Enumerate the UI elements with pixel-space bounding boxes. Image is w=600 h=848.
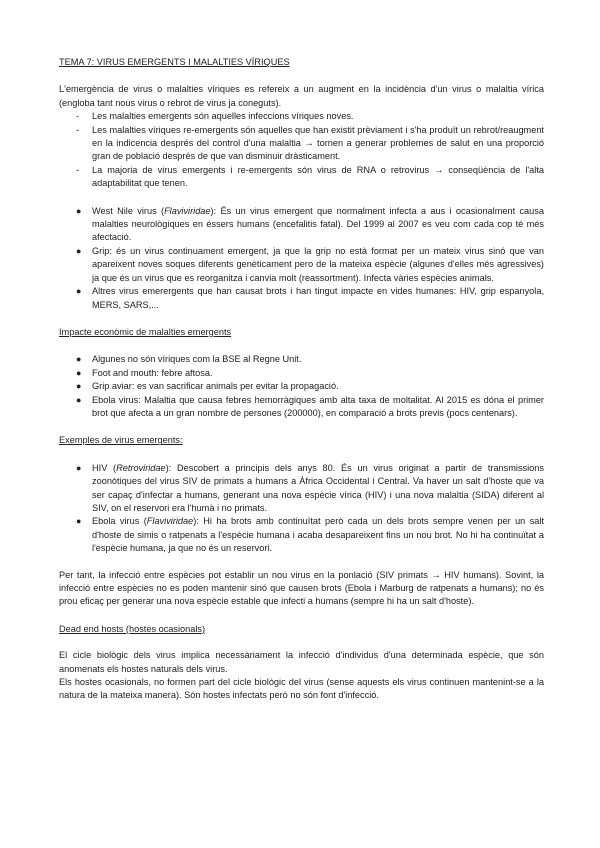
exemples-bullet-list <box>59 462 544 556</box>
bullet-icon: ● <box>76 381 82 392</box>
section-heading-dead-end: Dead end hosts (hostes ocasionals) <box>59 623 206 634</box>
list-item: ● Algunes no són víriques com la BSE al Regne Unit. <box>59 353 544 366</box>
bullet-icon: ● <box>76 354 82 365</box>
list-item: ● Foot and mouth: febre aftosa. <box>59 367 544 380</box>
dash-marker: - <box>76 124 80 135</box>
list-item-altres: ● Altres virus emerergents que han causat brots i han tingut impacte en vides humanes: HIV, grip espanyola, MERS, SARS,... <box>76 286 544 310</box>
conclusion-paragraph: Per tant, la infecció entre espècies pot establir un nou virus en la ponlació (SIV primats → HIV humans). Sovint, la infecció entre espècies no es poden mantenir sinó que causen brots (Ebola i Marburg de ratpenats a humans); no és prou eficaç per generar una nova espècie estable que infecti a humans (sempre hi ha un salt d'hoste). <box>59 569 544 607</box>
bullet-icon: ● <box>76 286 82 297</box>
section-heading-impacte: Impacte econòmic de malalties emergents <box>59 326 232 337</box>
impact-bullet-list <box>59 353 544 420</box>
list-item: ● Grip aviar: es van sacrificar animals per evitar la propagació. <box>59 380 544 393</box>
dash-marker: - <box>76 111 80 122</box>
bullet-icon: ● <box>76 367 82 378</box>
list-item: - La majoria de virus emergents i re-emergents són virus de RNA o retrovirus → conseqüència de l'alta adaptabilitat que tenen. <box>76 164 544 189</box>
section-heading-exemples: Exemples de virus emergents: <box>59 435 183 446</box>
intro-dash-list <box>59 110 544 190</box>
bullet-icon: ● <box>76 205 82 216</box>
dash-marker: - <box>76 164 80 175</box>
list-item-west-nile: ● West Nile virus (Flaviviridae): És un virus emergent que normalment infecta a aus i ocasionalment causa malalties neurològiques en éssers humans (encefalitis fatal). Del 1999 al 2007 es veu com cada cop té més afectació. <box>76 205 544 243</box>
list-item: ● Ebola virus: Malaltia que causa febres hemorràgiques amb alta taxa de moltalitat. Al 2015 es dóna el primer brot que afecta a un gran nombre de persones (200000), en comparació a brots previs (pocs centenars). <box>76 394 544 418</box>
list-item-grip: ● Grip: és un virus continuament emergent, ja que la grip no està format per un mateix virus sinó que van apareixent noves soques diferents genèticament pero de la mateixa espècie (algunes d'elles més agressives) ja que és un virus que es reorganitza i canvia molt (reassortment). Infecta vàries espècies animals. <box>76 245 544 283</box>
examples-bullet-list <box>59 205 544 312</box>
intro-paragraph: L'emergència de virus o malalties víriques es refereix a un augment en la incidència d'un virus o malaltia vírica (engloba tant nous virus o rebrot de virus ja coneguts). <box>59 84 544 108</box>
bullet-icon: ● <box>76 462 82 473</box>
list-item-ebola: ● Ebola virus (Flaviviridae): Hi ha brots amb continuïtat però cada un dels brots sempre venen per un salt d'hoste de simis o ratpenats a l'espècie humana i acaba desapareixent fins un nou brot. No hi ha continuïtat a l'espècie humana, ja que no és un reservori. <box>76 516 544 554</box>
bullet-icon: ● <box>76 245 82 256</box>
dead-end-paragraph-1: El cicle biològic dels virus implica necessàriament la infecció d'individus d'una determinada espècie, que són anomenats els hostes naturals dels virus. <box>59 650 544 674</box>
dead-end-paragraph-2: Els hostes ocasionals, no formen part del cicle biològic del virus (sense aquests els virus continuen mantenint-se a la natura de la mateixa manera). Són hostes infectats però no són font d'infecció. <box>59 677 544 701</box>
list-item-hiv: ● HIV (Retroviridae): Descobert a principis dels anys 80. És un virus originat a partir de transmissions zoonòtiques del virus SIV de primats a humans a Àfrica Occidental i Central. Va haver un salt d'hoste que va ser capaç d'infectar a humans, generant una nova espècie vírica (HIV) i una nova malaltia (SIDA) diferent al SIV, on el reservori era l'humà i no primats. <box>76 462 544 513</box>
list-item: - Les malalties emergents són aquelles infeccions víriques noves. <box>59 110 544 123</box>
bullet-icon: ● <box>76 394 82 405</box>
bullet-icon: ● <box>76 516 82 527</box>
page-title: TEMA 7: VIRUS EMERGENTS I MALALTIES VÍRIQUES <box>59 57 290 67</box>
list-item: - Les malalties víriques re-emergents són aquelles que han existit prèviament i s'ha produït un rebrot/reaugment en la indicencia després del control d'una malaltia → tornen a generar problemes de salut en una proporció gran de població després de que van disminuir dràsticament. <box>76 124 544 162</box>
